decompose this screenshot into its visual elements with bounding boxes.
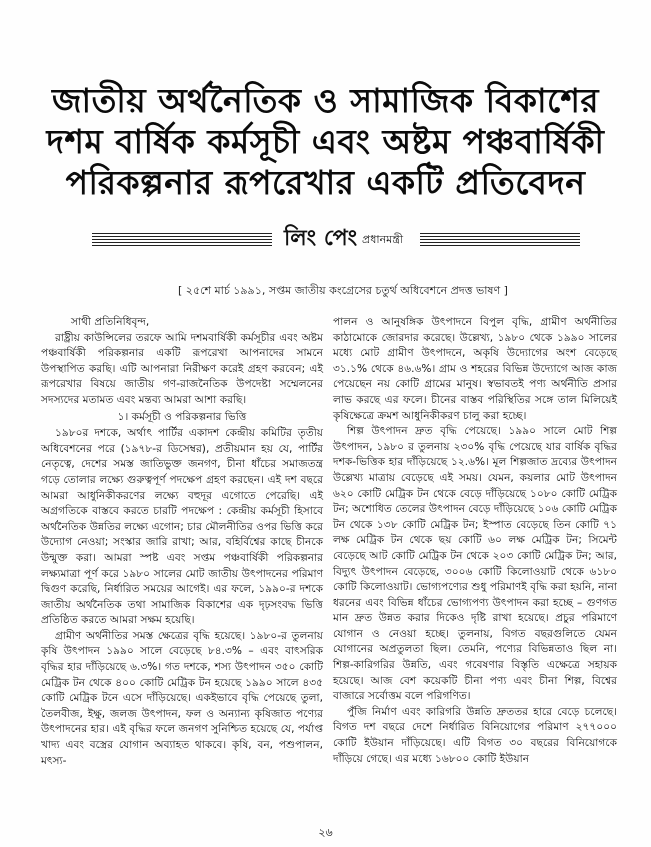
paragraph: শিল্প উৎপাদন দ্রুত বৃদ্ধি পেয়েছে। ১৯৯০ সালে মোট শিল্প উৎপাদন, ১৯৮০ র তুলনায় ২৩০% বৃদ্ধি পেয়েছে যার বার্ষিক বৃদ্ধির দশক-ভিত্তিক হার দাঁড়িয়েছে ১২.৬%। মূল শিল্পজাত দ্রব্যের উৎপাদন উল্লেখ্য মাত্রায় বেড়েছে এই সময়। যেমন, কয়লার মোট উৎপাদন ৬২০ কোটি মেট্রিক টন থেকে বেড়ে দাঁড়িয়েছে ১০৮০ কোটি মেট্রিক টন; অশোধিত তেলের উৎপাদন বেড়ে দাঁড়িয়েছে ১০৬ কোটি মেট্রিক টন থেকে ১৩৮ কোটি মেট্রিক টন; ইস্পাত বেড়েছে তিন কোটি ৭১ লক্ষ মেট্রিক টন থেকে ছয় কোটি ৬০ লক্ষ মেট্রিক টন; সিমেন্ট বেড়েছে আট কোটি মেট্রিক টন থেকে ২০৩ কোটি মেট্রিক টন; আর, বিদ্যুৎ উৎপাদন বেড়েছে, ৩০০৬ কোটি কিলোওয়াট থেকে ৬১৮০ কোটি কিলোওয়াট। ভোগ্যপণ্যের শুধু পরিমাণই বৃদ্ধি করা হয়নি, নানা ধরনের এবং বিভিন্ন ধাঁচের ভোগ্যপণ্য উৎপাদন করা হচ্ছে – গুণগত মান দ্রুত উন্নত করার দিকেও দৃষ্টি রাখা হয়েছে। প্রচুর পরিমাণে যোগান ও নেওয়া হচ্ছে। তুলনায়, বিগত বছরগুলিতে যেমন যোগানের অপ্রতুলতা ছিল। তেমনি, পণ্যের বিভিন্নতাও ছিল না। শিল্প-কারিগরির উন্নতি, এবং গবেষণার বিস্তৃতি এক্ষেত্রে সহায়ক হয়েছে। আজ বেশ কয়েকটি চীনা পণ্য এবং চীনা শিল্প, বিশ্বের বাজারে সর্বোত্তম বলে পরিগণিত। xyxy=(333,425,617,703)
salutation: সাথী প্রতিনিধিবৃন্দ, xyxy=(71,316,150,328)
paragraph: গ্রামীণ অর্থনীতির সমস্ত ক্ষেত্রের বৃদ্ধি হয়েছে। ১৯৮০-র তুলনায় কৃষি উৎপাদন ১৯৯০ সালে বেড়েছে ৮৪.৩% – এবং বাৎসরিক বৃদ্ধির হার দাঁড়িয়েছে ৬.৩%। গত দশকে, শস্য উৎপাদন ৩৫০ কোটি মেট্রিক টন থেকে ৪০০ কোটি মেট্রিক টন হয়েছে ১৯৯০ সালে ৪৩৫ কোটি মেট্রিক টনে এসে দাঁড়িয়েছে। একইভাবে বৃদ্ধি পেয়েছে তুলা, তৈলবীজ, ইক্ষু, জলজ উৎপাদন, ফল ও অন্যান্য কৃষিজাত পণ্যের উৎপাদনের হার। এই বৃদ্ধির ফলে জনগণ সুনিশ্চিত হয়েছে যে, পর্যাপ্ত খাদ্য এবং বস্ত্রের যোগান অব্যাহত থাকবে। কৃষি, বন, পশুপালন, মৎস্য- xyxy=(41,629,323,767)
title-line-1: জাতীয় অর্থনৈতিক ও সামাজিক বিকাশের xyxy=(52,81,599,120)
occasion-note: [ ২৫শে মার্চ ১৯৯১, সপ্তম জাতীয় কংগ্রেসের চতুর্থ অধিবেশনে প্রদত্ত ভাষণ ] xyxy=(178,284,508,297)
page-number: ২৬ xyxy=(318,826,333,839)
section-heading: ১। কর্মসূচী ও পরিকল্পনার ভিত্তি xyxy=(117,410,247,423)
paragraph: ১৯৮০র দশকে, অর্থাৎ পার্টির একাদশ কেন্দ্রীয় কমিটির তৃতীয় অধিবেশনের পরে (১৯৭৮-র ডিসেম্বর), প্রতীয়মান হয় যে, পার্টির নেতৃত্বে, দেশের সমস্ত জাতিভুক্ত জনগণ, চীনা ধাঁচের সমাজতন্ত্র গড়ে তোলার লক্ষ্যে গুরুত্বপূর্ণ পদক্ষেপ গ্রহণ করছেন। এই দশ বছরে আমরা আধুনিকীকরণের লক্ষ্যে বহুদূর এগোতে পেরেছি। এই অগ্রগতিকে বাস্তবে করতে চারটি পদক্ষেপ : কেন্দ্রীয় কর্মসূচী হিসাবে অর্থনৈতিক উন্নতির লক্ষ্যে এগোন; চার মৌলনীতির ওপর ভিত্তি করে উদ্যোগ নেওয়া; সংস্কার জারি রাখা; আর, বহির্বিশ্বের কাছে চীনকে উন্মুক্ত করা। আমরা স্পষ্ট এবং সপ্তম পঞ্চবার্ষিকী পরিকল্পনার লক্ষ্যমাত্রা পূর্ণ করে ১৯৮০ সালের মোট জাতীয় উৎপাদনের পরিমাণ দ্বিগুণ করেছি, নির্ধারিত সময়ের আগেই। এর ফলে, ১৯৯০-র দশকে জাতীয় অর্থনৈতিক তথা সামাজিক বিকাশের এক দৃঢ়সংবদ্ধ ভিত্তি প্রতিষ্ঠিত করতে আমরা সক্ষম হয়েছি। xyxy=(41,427,323,627)
decorative-rule-right xyxy=(420,233,580,246)
author-name: লিং পেং xyxy=(284,226,358,251)
paragraph: পুঁজি নির্মাণ এবং কারিগরি উন্নতি দ্রুততর হারে বেড়ে চলেছে। বিগত দশ বছরে দেশে নির্ধারিত বিনিয়োগের পরিমাণ ২৭৭০০০ কোটি ইউয়ান দাঁড়িয়েছে। এটি বিগত ৩০ বছরের বিনিয়োগকে দাঁড়িয়ে গেছে। এর মধ্যে ১৬৮০০ কোটি ইউয়ান xyxy=(333,705,617,765)
author-role: প্রধানমন্ত্রী xyxy=(362,233,404,246)
byline xyxy=(0,225,651,257)
paragraph: রাষ্ট্রীয় কাউন্সিলের তরফে আমি দশমবার্ষিকী কর্মসূচীর এবং অষ্টম পঞ্চবার্ষিকী পরিকল্পনার একটি রূপরেখা আপনাদের সামনে উপস্থাপিত করছি। এটি আপনারা নিরীক্ষণ করেই গ্রহণ করবেন; এই রূপরেখার বিষয়ে জাতীয় গণ-রাজনৈতিক উপদেষ্টা সম্মেলনের সদস্যদের মতামত এবং মন্তব্য আমরা আশা করছি। xyxy=(41,331,323,406)
title-line-3: পরিকল্পনার রূপরেখার একটি প্রতিবেদন xyxy=(65,163,586,202)
paragraph: পালন ও আনুষঙ্গিক উৎপাদনে বিপুল বৃদ্ধি, গ্রামীণ অর্থনীতির কাঠামোকে জোরদার করেছে। উল্লেখ্য, ১৯৮০ থেকে ১৯৯০ সালের মধ্যে মোট গ্রামীণ উৎপাদনে, অকৃষি উদ্যোগের অংশ বেড়েছে ৩১.১% থেকে ৪৬.৬%। গ্রাম ও শহরের বিভিন্ন উদ্যোগে আজ কাজ পেয়েছেন নয় কোটি গ্রামের মানুষ। স্বভাবতই পণ্য অর্থনীতি প্রসার লাভ করছে এর ফলে। চীনের বাস্তব পরিস্থিতির সঙ্গে তাল মিলিয়েই কৃষিক্ষেত্রে ক্রমশ আধুনিকীকরণ চালু করা হচ্ছে। xyxy=(333,316,617,422)
title-line-2: দশম বার্ষিক কর্মসূচী এবং অষ্টম পঞ্চবার্ষিকী xyxy=(46,122,605,161)
decorative-rule-left xyxy=(92,233,272,246)
right-column xyxy=(333,315,617,767)
left-column xyxy=(41,315,323,769)
article-title xyxy=(20,80,631,203)
